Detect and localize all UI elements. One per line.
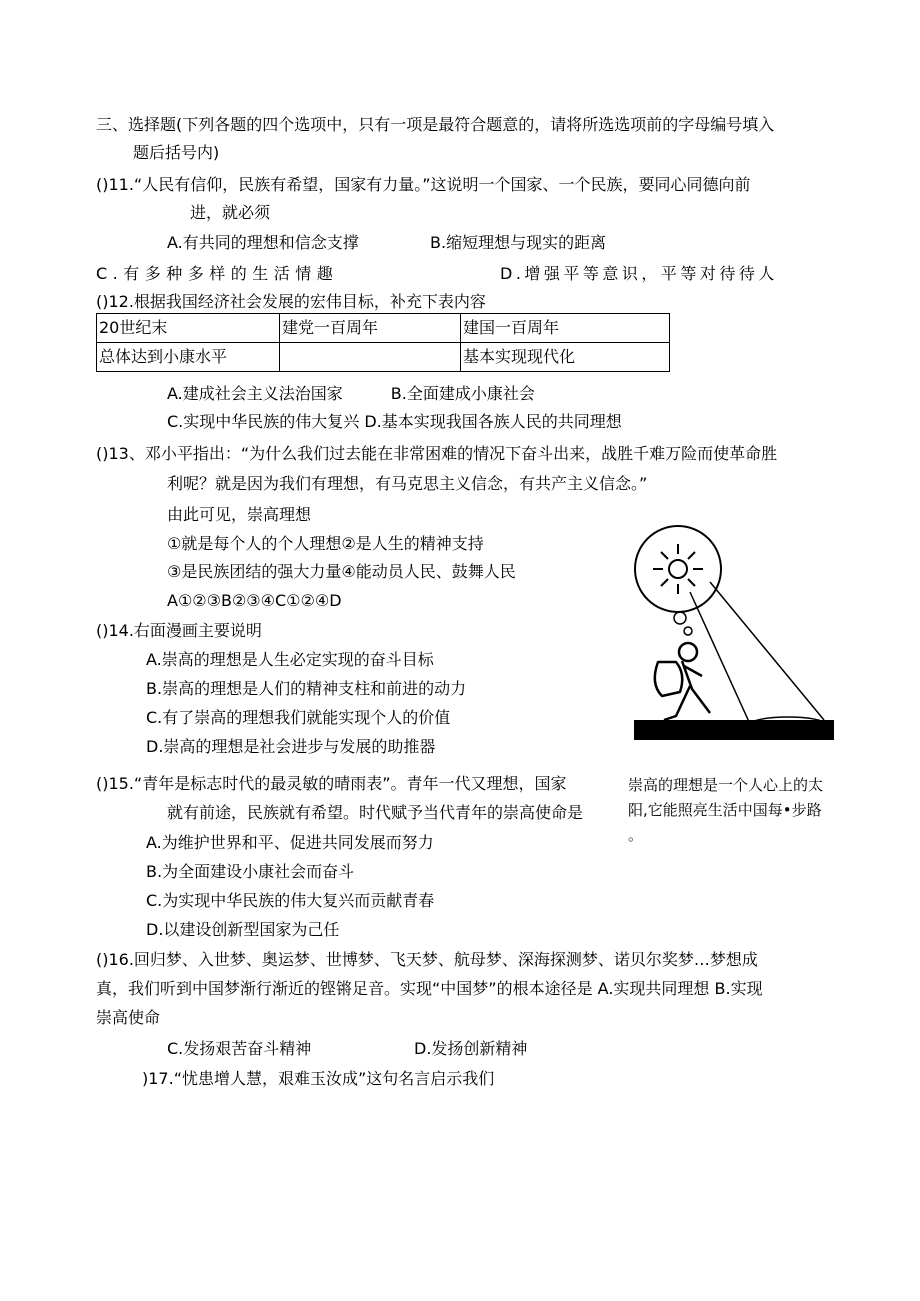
table-cell: 建国一百周年 [461, 314, 670, 343]
q15-stem-line2: 就有前途，民族就有希望。时代赋予当代青年的崇高使命是 [167, 803, 584, 822]
cartoon-caption [628, 773, 834, 848]
table-row [97, 314, 670, 343]
section-header-line1: 三、选择题(下列各题的四个选项中，只有一项是最符合题意的，请将所选选项前的字母编号填入 [96, 115, 775, 134]
caption-line3: 。 [628, 826, 644, 844]
table-row [97, 343, 670, 372]
table-cell [280, 343, 461, 372]
q13-options: A①②③B②③④C①②④D [167, 591, 342, 610]
cartoon-illustration [630, 524, 836, 746]
q16-option-c: C.发扬艰苦奋斗精神 [167, 1039, 312, 1058]
q11-option-c: C.有多种多样的生活情趣 [96, 264, 339, 283]
table-cell: 20世纪末 [97, 314, 280, 343]
q16-line1: ()16.回归梦、入世梦、奥运梦、世博梦、飞天梦、航母梦、深海探测梦、诺贝尔奖梦…梦想成 [96, 950, 758, 969]
q15-option-d: D.以建设创新型国家为己任 [146, 920, 340, 939]
table-cell: 建党一百周年 [280, 314, 461, 343]
q12-options-ab: A.建成社会主义法治国家 B.全面建成小康社会 [167, 384, 535, 403]
q13-items-3-4: ③是民族团结的强大力量④能动员人民、鼓舞人民 [167, 562, 516, 581]
q12-stem: ()12.根据我国经济社会发展的宏伟目标，补充下表内容 [96, 292, 486, 311]
q14-option-b: B.崇高的理想是人们的精神支柱和前进的动力 [146, 679, 467, 698]
q13-stem-line1: ()13、邓小平指出：“为什么我们过去能在非常困难的情况下奋斗出来，战胜千难万险而使革命胜 [96, 444, 778, 463]
q11-stem-line1: ()11.“人民有信仰，民族有希望，国家有力量。”这说明一个国家、一个民族，要同心同德向前 [96, 175, 751, 194]
caption-line1: 崇高的理想是一个人心上的太 [628, 776, 824, 794]
ideal-sun-cartoon [630, 524, 836, 746]
q14-option-d: D.崇高的理想是社会进步与发展的助推器 [146, 737, 436, 756]
q14-option-c: C.有了崇高的理想我们就能实现个人的价值 [146, 708, 451, 727]
table-cell: 总体达到小康水平 [97, 343, 280, 372]
q11-option-b: B.缩短理想与现实的距离 [430, 233, 607, 252]
q13-items-1-2: ①就是每个人的个人理想②是人生的精神支持 [167, 534, 484, 553]
q15-stem-line1: ()15.“青年是标志时代的最灵敏的晴雨表”。青年一代又理想，国家 [96, 774, 567, 793]
q12-options-cd: C.实现中华民族的伟大复兴 D.基本实现我国各族人民的共同理想 [167, 412, 622, 431]
q11-stem-line2: 进，就必须 [190, 203, 271, 222]
q16-line3: 崇高使命 [96, 1008, 161, 1027]
q16-line2: 真，我们听到中国梦渐行渐近的铿锵足音。实现“中国梦”的根本途径是 A.实现共同理想 B.实现 [96, 979, 763, 998]
q14-option-a: A.崇高的理想是人生必定实现的奋斗目标 [146, 650, 434, 669]
table-cell: 基本实现现代化 [461, 343, 670, 372]
q16-option-d: D.发扬创新精神 [414, 1039, 528, 1058]
q15-option-a: A.为维护世界和平、促进共同发展而努力 [146, 833, 434, 852]
q13-stem-line2: 利呢？就是因为我们有理想，有马克思主义信念，有共产主义信念。” [167, 474, 648, 493]
q15-option-c: C.为实现中华民族的伟大复兴而贡献青春 [146, 891, 435, 910]
q14-stem: ()14.右面漫画主要说明 [96, 621, 262, 640]
q15-option-b: B.为全面建设小康社会而奋斗 [146, 862, 355, 881]
q17-stem: )17.“忧患增人慧，艰难玉汝成”这句名言启示我们 [142, 1069, 495, 1088]
caption-line2: 阳,它能照亮生活中国每•步路 [628, 801, 822, 819]
q13-stem-line3: 由此可见，崇高理想 [167, 505, 312, 524]
section-header-line2: 题后括号内) [133, 143, 220, 162]
q11-option-a: A.有共同的理想和信念支撑 [167, 233, 359, 252]
q12-table [96, 313, 670, 372]
q11-option-d: D.增强平等意识，平等对待待人 [500, 264, 778, 283]
